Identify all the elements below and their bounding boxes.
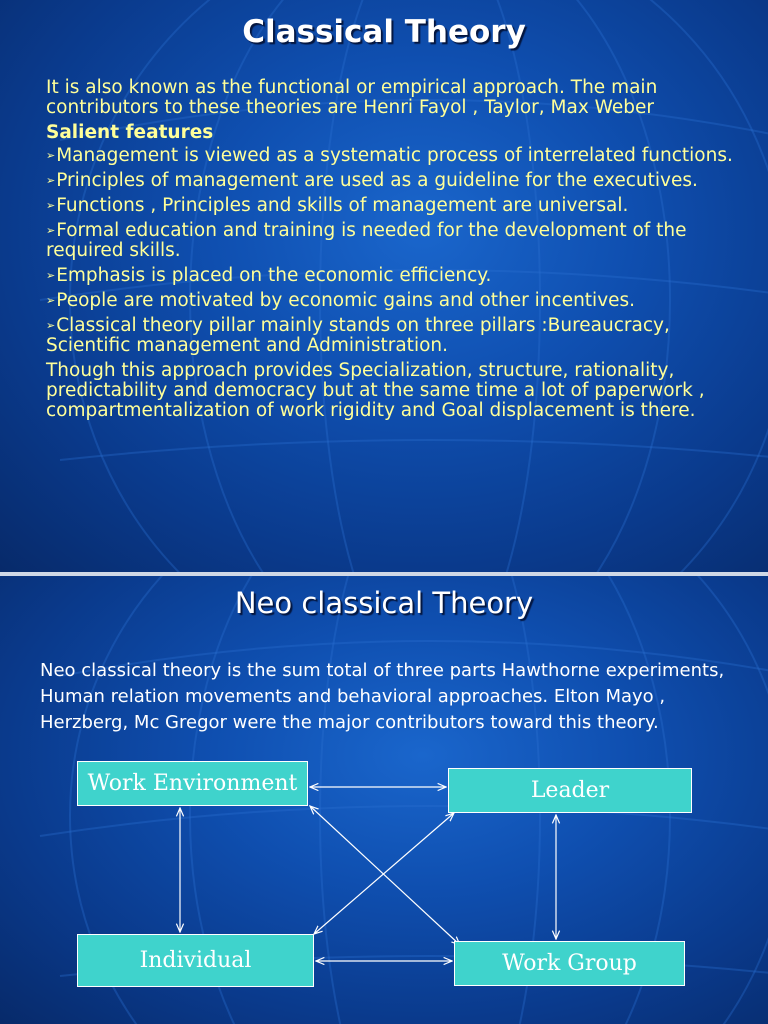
bullet-text: People are motivated by economic gains and other incentives. (56, 290, 636, 311)
bullet-arrow-icon: ➢ (46, 224, 56, 237)
bullet-arrow-icon: ➢ (46, 294, 56, 307)
arrow-individual-leader (314, 813, 454, 934)
bullet-text: Functions , Principles and skills of management are universal. (56, 195, 629, 216)
bullet-item (46, 221, 736, 261)
salient-features-heading: Salient features (46, 122, 214, 143)
bullet-item (46, 316, 736, 356)
bullet-arrow-icon: ➢ (46, 269, 56, 282)
bullet-arrow-icon: ➢ (46, 199, 56, 212)
bullet-text: Management is viewed as a systematic process of interrelated functions. (56, 145, 733, 166)
bullet-text: Emphasis is placed on the economic efficiency. (56, 265, 492, 286)
bullet-arrow-icon: ➢ (46, 319, 56, 332)
bullet-item (46, 171, 736, 191)
bullet-text: Principles of management are used as a guideline for the executives. (56, 170, 698, 191)
bullet-arrow-icon: ➢ (46, 149, 56, 162)
bullet-item (46, 146, 736, 166)
arrow-env-group (310, 806, 460, 945)
individual-box: Individual (77, 934, 314, 987)
bullet-item (46, 196, 736, 216)
bullet-text: Formal education and training is needed for the development of the required skills. (46, 220, 687, 261)
bullet-arrow-icon: ➢ (46, 174, 56, 187)
bullet-item (46, 291, 736, 311)
slide-title: Classical Theory (242, 14, 526, 50)
neo-classical-paragraph: Neo classical theory is the sum total of three parts Hawthorne experiments, Human relation movements and behavioral approaches. Elton Mayo , Herzberg, Mc Gregor were the major contributors toward this theory. (40, 660, 725, 733)
slide-title: Neo classical Theory (234, 586, 534, 620)
work-group-box: Work Group (454, 941, 685, 986)
work-environment-box: Work Environment (77, 761, 308, 806)
bullet-item (46, 266, 736, 286)
leader-box: Leader (448, 768, 692, 813)
bullet-text: Classical theory pillar mainly stands on three pillars :Bureaucracy, Scientific management and Administration. (46, 315, 670, 356)
slide-body (46, 78, 736, 426)
slide-neo-classical-theory (0, 576, 768, 1024)
intro-paragraph: It is also known as the functional or empirical approach. The main contributors to these theories are Henri Fayol , Taylor, Max Weber (46, 77, 658, 118)
conclusion-paragraph: Though this approach provides Specialization, structure, rationality, predictability and democracy but at the same time a lot of paperwork , compartmentalization of work rigidity and Goal displacement is there. (46, 360, 705, 421)
